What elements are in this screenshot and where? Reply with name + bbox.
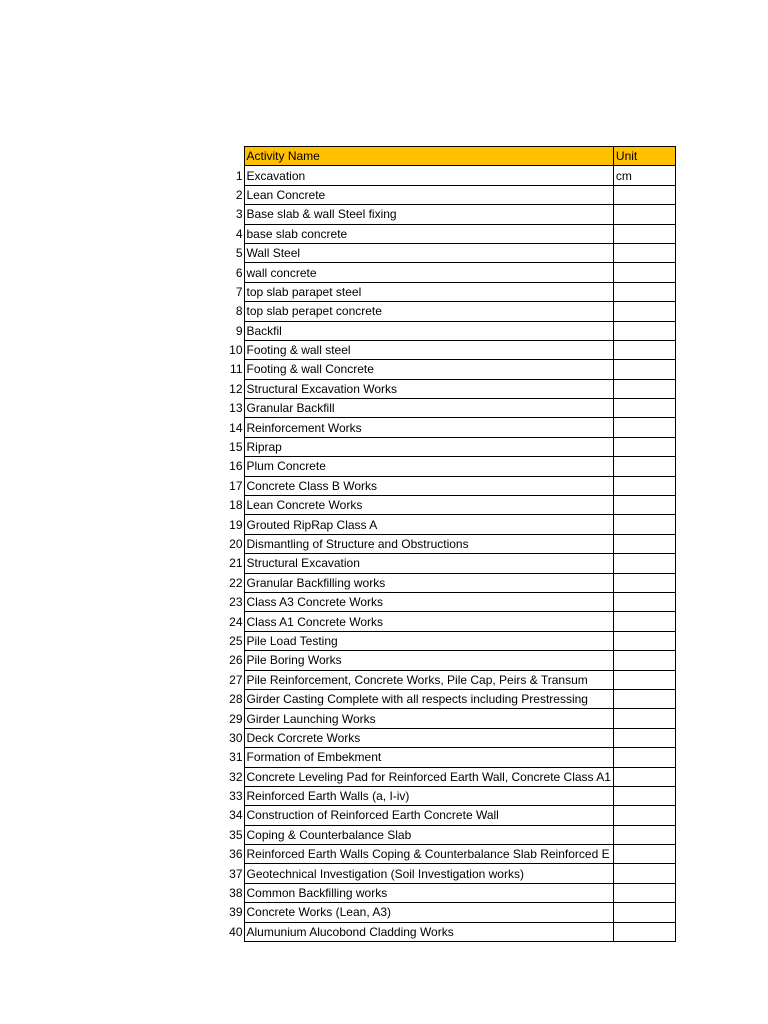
table-row	[220, 166, 675, 185]
row-number[interactable]: 34	[229, 808, 243, 823]
table-row	[220, 340, 675, 359]
unit-cell[interactable]	[613, 592, 675, 611]
table-row	[220, 767, 675, 786]
table-row	[220, 709, 675, 728]
table-row	[220, 243, 675, 262]
activity-name-cell[interactable]: Structural Excavation	[244, 554, 613, 573]
unit-cell[interactable]	[613, 224, 675, 243]
unit-cell[interactable]	[613, 185, 675, 204]
table-row	[220, 922, 675, 941]
row-number[interactable]: 37	[229, 866, 243, 881]
activity-name-cell[interactable]: top slab parapet steel	[244, 282, 613, 301]
row-number[interactable]: 1	[235, 168, 243, 183]
unit-cell[interactable]	[613, 437, 675, 456]
table-row	[220, 515, 675, 534]
table-row	[220, 825, 675, 844]
activity-name-cell[interactable]: Deck Corcrete Works	[244, 728, 613, 747]
header-row	[220, 147, 675, 166]
row-number[interactable]: 16	[229, 459, 243, 474]
activity-name-cell[interactable]: Alumunium Alucobond Cladding Works	[244, 922, 613, 941]
row-number[interactable]: 27	[229, 672, 243, 687]
unit-cell[interactable]	[613, 864, 675, 883]
row-number[interactable]: 31	[229, 750, 243, 765]
table-row	[220, 864, 675, 883]
unit-cell[interactable]	[613, 883, 675, 902]
activity-name-cell[interactable]: Class A1 Concrete Works	[244, 612, 613, 631]
table-row	[220, 224, 675, 243]
unit-cell[interactable]	[613, 457, 675, 476]
table-row	[220, 282, 675, 301]
row-number[interactable]: 5	[235, 246, 243, 261]
activity-name-cell[interactable]: Girder Casting Complete with all respects including Prestressing	[244, 689, 613, 708]
unit-cell[interactable]	[613, 418, 675, 437]
unit-cell[interactable]	[613, 573, 675, 592]
activity-name-cell[interactable]: Construction of Reinforced Earth Concrete Wall	[244, 806, 613, 825]
activity-name-cell[interactable]: Footing & wall Concrete	[244, 360, 613, 379]
table-row	[220, 205, 675, 224]
activity-name-cell[interactable]: Lean Concrete	[244, 185, 613, 204]
unit-cell[interactable]	[613, 651, 675, 670]
table-row	[220, 263, 675, 282]
activity-name-cell[interactable]: Pile Reinforcement, Concrete Works, Pile Cap, Peirs & Transum	[244, 670, 613, 689]
unit-cell[interactable]	[613, 767, 675, 786]
unit-cell[interactable]	[613, 515, 675, 534]
table-row	[220, 457, 675, 476]
activity-name-cell[interactable]: Girder Launching Works	[244, 709, 613, 728]
unit-cell[interactable]	[613, 922, 675, 941]
activity-name-cell[interactable]: Excavation	[244, 166, 613, 185]
activity-name-cell[interactable]: Concrete Leveling Pad for Reinforced Earth Wall, Concrete Class A1	[244, 767, 613, 786]
table-row	[220, 728, 675, 747]
activity-name-cell[interactable]: Geotechnical Investigation (Soil Investigation works)	[244, 864, 613, 883]
header-row-number-cell[interactable]	[220, 147, 244, 166]
unit-cell[interactable]	[613, 496, 675, 515]
row-number[interactable]: 2	[235, 187, 243, 202]
row-number[interactable]: 19	[229, 517, 243, 532]
row-number[interactable]: 8	[235, 304, 243, 319]
row-number[interactable]: 13	[229, 401, 243, 416]
activity-name-cell[interactable]: Common Backfilling works	[244, 883, 613, 902]
activity-name-cell[interactable]: Backfil	[244, 321, 613, 340]
unit-cell[interactable]	[613, 612, 675, 631]
row-number[interactable]: 6	[235, 265, 243, 280]
table-row	[220, 360, 675, 379]
table-row	[220, 476, 675, 495]
unit-cell[interactable]	[613, 825, 675, 844]
activity-name-cell[interactable]: wall concrete	[244, 263, 613, 282]
unit-cell[interactable]	[613, 360, 675, 379]
activity-name-cell[interactable]: Reinforcement Works	[244, 418, 613, 437]
table-row	[220, 573, 675, 592]
activity-name-cell[interactable]: Class A3 Concrete Works	[244, 592, 613, 611]
activity-name-cell[interactable]: base slab concrete	[244, 224, 613, 243]
row-number[interactable]: 14	[229, 420, 243, 435]
activity-name-cell[interactable]: Lean Concrete Works	[244, 496, 613, 515]
activity-name-cell[interactable]: Reinforced Earth Walls (a, I-iv)	[244, 786, 613, 805]
row-number[interactable]: 29	[229, 711, 243, 726]
row-number[interactable]: 20	[229, 537, 243, 551]
row-number[interactable]: 10	[229, 343, 243, 358]
unit-cell[interactable]	[613, 806, 675, 825]
header-activity-name[interactable]: Activity Name	[244, 147, 613, 166]
unit-cell[interactable]	[613, 302, 675, 321]
row-number[interactable]: 26	[229, 653, 243, 668]
unit-cell[interactable]	[613, 321, 675, 340]
row-number[interactable]: 38	[229, 886, 243, 901]
row-number[interactable]: 32	[229, 769, 243, 784]
table-row	[220, 748, 675, 767]
unit-cell[interactable]	[613, 728, 675, 747]
activity-name-cell[interactable]: Riprap	[244, 437, 613, 456]
table-row	[220, 437, 675, 456]
header-unit[interactable]: Unit	[613, 147, 675, 166]
row-number[interactable]: 40	[229, 924, 243, 939]
unit-cell[interactable]	[613, 631, 675, 650]
unit-cell[interactable]	[613, 709, 675, 728]
row-number[interactable]: 11	[230, 362, 243, 377]
row-number[interactable]: 23	[229, 595, 243, 610]
activity-name-cell[interactable]: Base slab & wall Steel fixing	[244, 205, 613, 224]
unit-cell[interactable]	[613, 689, 675, 708]
unit-cell[interactable]	[613, 554, 675, 573]
row-number[interactable]: 24	[229, 614, 243, 629]
row-number[interactable]: 7	[235, 284, 243, 299]
row-number[interactable]: 3	[235, 207, 243, 222]
activity-name-cell[interactable]: Granular Backfilling works	[244, 573, 613, 592]
row-number[interactable]: 39	[229, 905, 243, 920]
table-row	[220, 496, 675, 515]
table-row	[220, 883, 675, 902]
row-number[interactable]: 9	[235, 323, 243, 338]
table-row	[220, 302, 675, 321]
activity-name-cell[interactable]: Granular Backfill	[244, 399, 613, 418]
table-row	[220, 786, 675, 805]
table-row	[220, 806, 675, 825]
row-number[interactable]: 22	[229, 575, 243, 590]
row-number[interactable]: 25	[229, 633, 243, 648]
activity-name-cell[interactable]: Reinforced Earth Walls Coping & Counterbalance Slab Reinforced E	[244, 845, 613, 864]
row-number[interactable]: 17	[229, 478, 243, 493]
unit-cell[interactable]: cm	[613, 166, 675, 185]
row-number[interactable]: 30	[229, 730, 243, 745]
unit-cell[interactable]	[613, 903, 675, 922]
activity-name-cell[interactable]: Concrete Works (Lean, A3)	[244, 903, 613, 922]
unit-cell[interactable]	[613, 534, 675, 553]
activity-name-cell[interactable]: Formation of Embekment	[244, 748, 613, 767]
table-row	[220, 379, 675, 398]
unit-cell[interactable]	[613, 282, 675, 301]
table-row	[220, 418, 675, 437]
row-number[interactable]: 21	[229, 556, 243, 571]
table-row	[220, 554, 675, 573]
table-row	[220, 612, 675, 631]
unit-cell[interactable]	[613, 205, 675, 224]
activity-name-cell[interactable]: Coping & Counterbalance Slab	[244, 825, 613, 844]
row-number[interactable]: 18	[229, 498, 243, 513]
unit-cell[interactable]	[613, 786, 675, 805]
unit-cell[interactable]	[613, 243, 675, 262]
table-row	[220, 670, 675, 689]
activity-name-cell[interactable]: Wall Steel	[244, 243, 613, 262]
activity-name-cell[interactable]: Dismantling of Structure and Obstructions	[244, 534, 613, 553]
table-row	[220, 903, 675, 922]
activity-name-cell[interactable]: Footing & wall steel	[244, 340, 613, 359]
row-number[interactable]: 15	[229, 440, 243, 455]
unit-cell[interactable]	[613, 748, 675, 767]
activity-table	[220, 146, 676, 942]
table-row	[220, 399, 675, 418]
activity-name-cell[interactable]: top slab perapet concrete	[244, 302, 613, 321]
activity-name-cell[interactable]: Concrete Class B Works	[244, 476, 613, 495]
row-number[interactable]: 35	[229, 827, 243, 842]
activity-name-cell[interactable]: Pile Load Testing	[244, 631, 613, 650]
row-number[interactable]: 12	[229, 381, 243, 396]
row-number[interactable]: 28	[229, 692, 243, 707]
unit-cell[interactable]	[613, 845, 675, 864]
row-number[interactable]: 4	[235, 226, 243, 241]
table-row	[220, 845, 675, 864]
activity-name-cell[interactable]: Plum Concrete	[244, 457, 613, 476]
activity-name-cell[interactable]: Grouted RipRap Class A	[244, 515, 613, 534]
unit-cell[interactable]	[613, 340, 675, 359]
table-row	[220, 592, 675, 611]
unit-cell[interactable]	[613, 476, 675, 495]
unit-cell[interactable]	[613, 399, 675, 418]
unit-cell[interactable]	[613, 670, 675, 689]
activity-table-body	[220, 147, 675, 942]
unit-cell[interactable]	[613, 379, 675, 398]
activity-name-cell[interactable]: Structural Excavation Works	[244, 379, 613, 398]
table-row	[220, 689, 675, 708]
table-row	[220, 321, 675, 340]
activity-name-cell[interactable]: Pile Boring Works	[244, 651, 613, 670]
unit-cell[interactable]	[613, 263, 675, 282]
table-row	[220, 631, 675, 650]
table-row	[220, 651, 675, 670]
row-number[interactable]: 33	[229, 789, 243, 804]
table-row	[220, 185, 675, 204]
table-row	[220, 534, 675, 553]
row-number[interactable]: 36	[229, 847, 243, 862]
